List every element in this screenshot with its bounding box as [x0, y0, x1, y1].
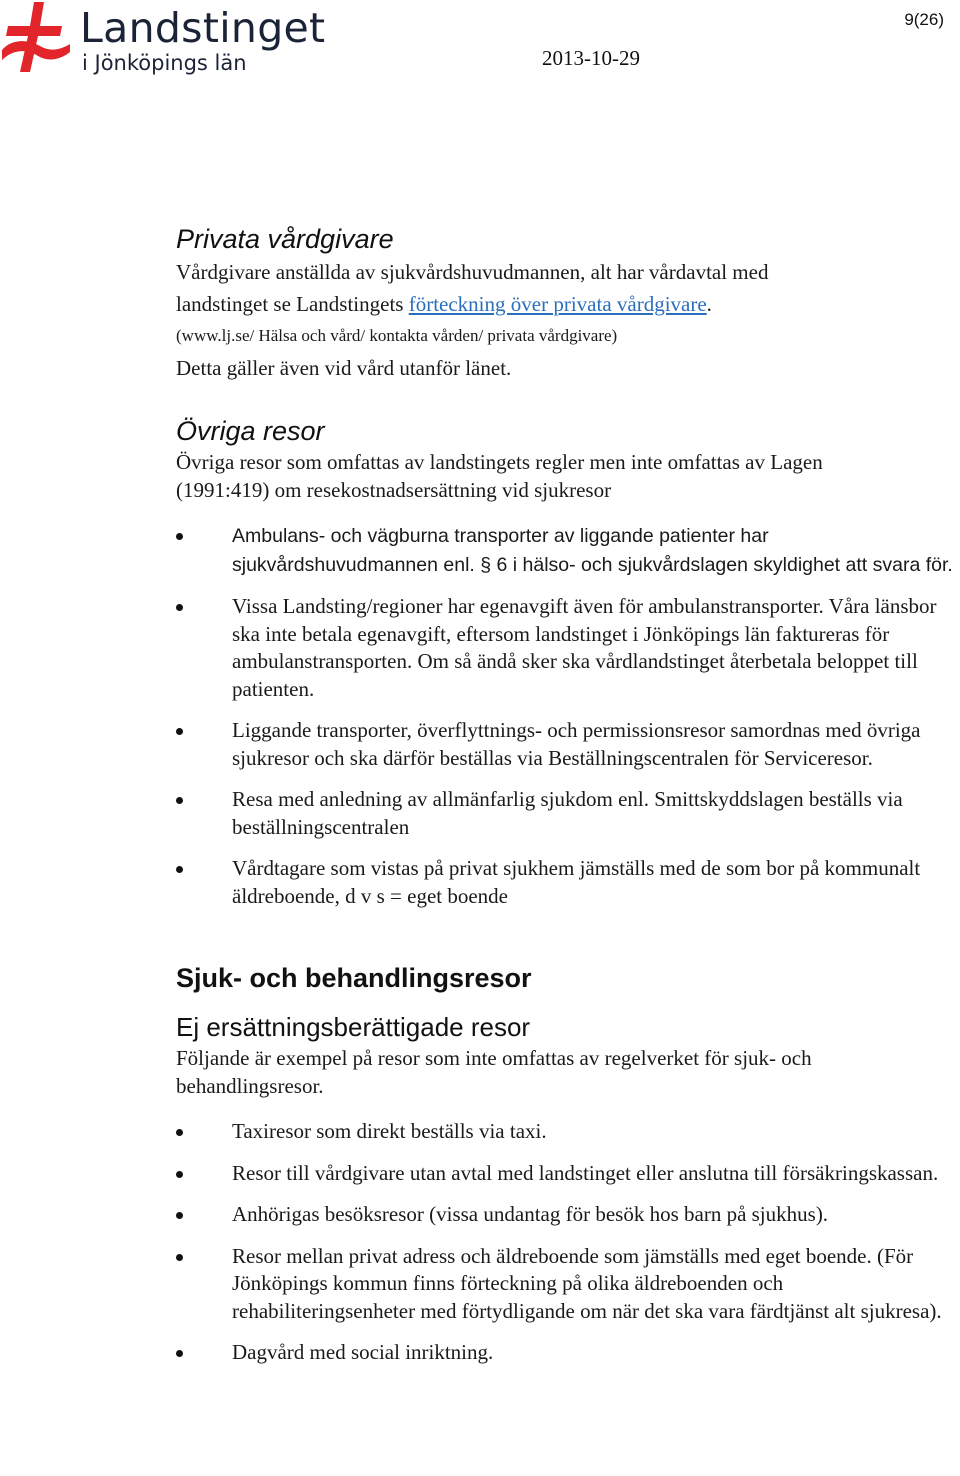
sjuk-list [176, 1118, 960, 1367]
bullet-icon [176, 728, 183, 735]
heading-sjuk-behandlingsresor: Sjuk- och behandlingsresor [176, 963, 532, 993]
list-item: Vårdtagare som vistas på privat sjukhem jämställs med de som bor på kommunalt äldreboende, d v s = eget boende [176, 855, 960, 910]
list-item: Resor till vårdgivare utan avtal med landstinget eller anslutna till försäkringskassan. [176, 1160, 960, 1188]
document-body [176, 222, 960, 1381]
heading-privata-vardgivare: Privata vårdgivare [176, 224, 394, 254]
section-ovriga-resor [176, 414, 960, 910]
privata-line-2-prefix: landstinget se Landstingets [176, 292, 409, 316]
list-item: Anhörigas besöksresor (vissa undantag för besök hos barn på sjukhus). [176, 1201, 960, 1229]
ovriga-list [176, 522, 960, 910]
list-item: Dagvård med social inriktning. [176, 1339, 960, 1367]
list-item: Vissa Landsting/regioner har egenavgift även för ambulanstransporter. Våra länsbor ska inte betala egenavgift, eftersom landstinget i Jönköpings län faktureras för ambulanstransporten. Om så ändå sker ska vårdlandstinget återbetala beloppet till patienten. [176, 593, 960, 703]
bullet-icon [176, 1254, 183, 1261]
privata-line-1: Vårdgivare anställda av sjukvårdshuvudmannen, alt har vårdavtal med [176, 260, 769, 284]
bullet-icon [176, 604, 183, 611]
heading-ovriga-resor: Övriga resor [176, 416, 325, 446]
list-item: Resor mellan privat adress och äldreboende som jämställs med eget boende. (För Jönköpings kommun finns förteckning på olika äldreboenden och rehabiliteringsenheter med förtydligande om när det ska vara färdtjänst alt sjukresa). [176, 1243, 960, 1326]
document-date: 2013-10-29 [542, 46, 640, 70]
landstinget-logo-icon [0, 0, 72, 74]
ovriga-intro: Övriga resor som omfattas av landstingets regler men inte omfattas av Lagen (1991:419) om resekostnadsersättning vid sjukresor [176, 450, 823, 502]
bullet-icon [176, 797, 183, 804]
heading-ej-ersattningsberattigade: Ej ersättningsberättigade resor [176, 1012, 531, 1042]
section-sjuk-behandlingsresor [176, 960, 960, 1367]
vardgivare-list-link[interactable]: förteckning över privata vårdgivare [408, 292, 707, 316]
bullet-icon [176, 866, 183, 873]
bullet-icon [176, 1171, 183, 1178]
privata-path: (www.lj.se/ Hälsa och vård/ kontakta vården/ privata vårdgivare) [176, 326, 618, 345]
sjuk-intro: Följande är exempel på resor som inte omfattas av regelverket för sjuk- och behandlingsresor. [176, 1046, 812, 1098]
org-subtitle: i Jönköpings län [82, 51, 247, 75]
bullet-icon [176, 533, 183, 540]
list-item: Resa med anledning av allmänfarlig sjukdom enl. Smittskyddslagen beställs via beställningscentralen [176, 786, 960, 841]
privata-line-2 [176, 288, 960, 320]
bullet-icon [176, 1212, 183, 1219]
list-item: Taxiresor som direkt beställs via taxi. [176, 1118, 960, 1146]
privata-line-2-suffix: . [706, 292, 712, 316]
list-item: Liggande transporter, överflyttnings- och permissionsresor samordnas med övriga sjukresor och ska därför beställas via Beställningscentralen för Serviceresor. [176, 717, 960, 772]
bullet-icon [176, 1350, 183, 1357]
privata-note: Detta gäller även vid vård utanför länet. [176, 356, 512, 380]
list-item: Ambulans- och vägburna transporter av liggande patienter har sjukvårdshuvudmannen enl. § 6 i hälso- och sjukvårdslagen skyldighet att svara för. [176, 522, 960, 579]
bullet-icon [176, 1129, 183, 1136]
page-header [0, 0, 960, 90]
section-privata-vardgivare [176, 222, 960, 384]
org-name: Landstinget [80, 4, 326, 52]
page-number: 9(26) [904, 10, 944, 29]
